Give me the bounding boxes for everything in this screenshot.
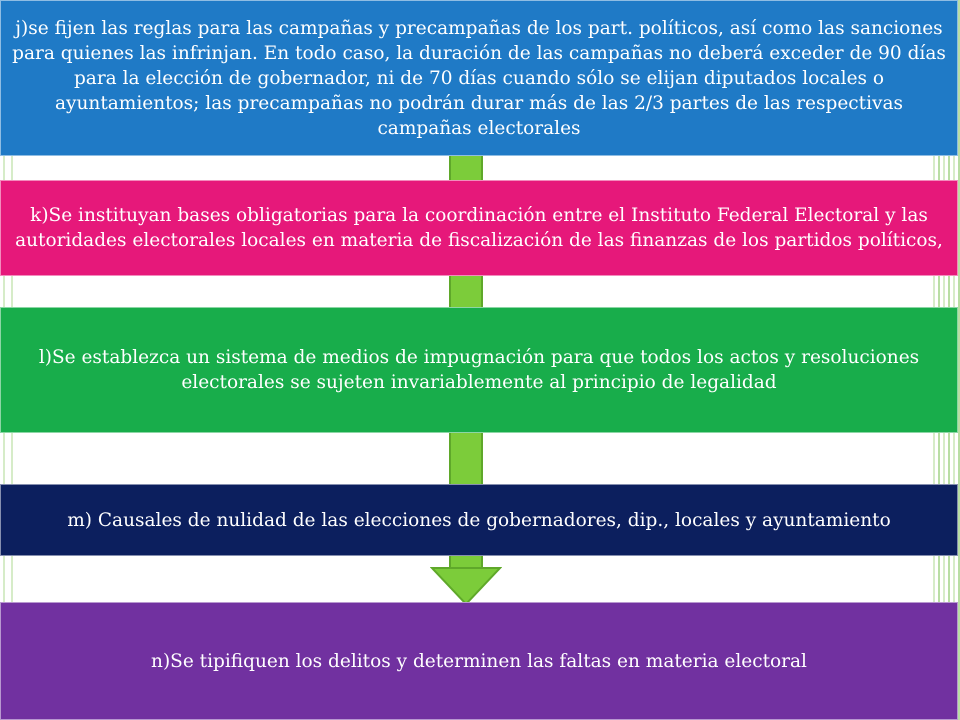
step-l-text: l)Se establezca un sistema de medios de impugnación para que todos los actos y resoluciones electorales se sujeten invariablemente al principio de legalidad [38, 347, 920, 393]
step-k-text: k)Se instituyan bases obligatorias para la coordinación entre el Instituto Federal Electoral y las autoridades electorales locales en materia de fiscalización de las finanzas de los partidos políticos, [15, 205, 943, 251]
flow-arrow-head [430, 566, 502, 606]
step-m-text: m) Causales de nulidad de las elecciones de gobernadores, dip., locales y ayuntamiento [67, 509, 891, 531]
step-n-text: n)Se tipifiquen los delitos y determinen las faltas en materia electoral [151, 650, 807, 672]
step-l-box [0, 307, 958, 433]
step-m-box [0, 484, 958, 556]
step-j-text: j)se fijen las reglas para las campañas y precampañas de los part. políticos, así como las sanciones para quienes las infrinjan. En todo caso, la duración de las campañas no deberá exceder de 90 días para la elección de gobernador, ni de 70 días cuando sólo se elijan diputados locales o ayuntamientos; las precampañas no podrán durar más de las 2/3 partes de las respectivas campañas electorales [12, 17, 946, 139]
step-k-box [0, 180, 958, 276]
step-j-box [0, 0, 958, 156]
step-n-box [0, 602, 958, 720]
